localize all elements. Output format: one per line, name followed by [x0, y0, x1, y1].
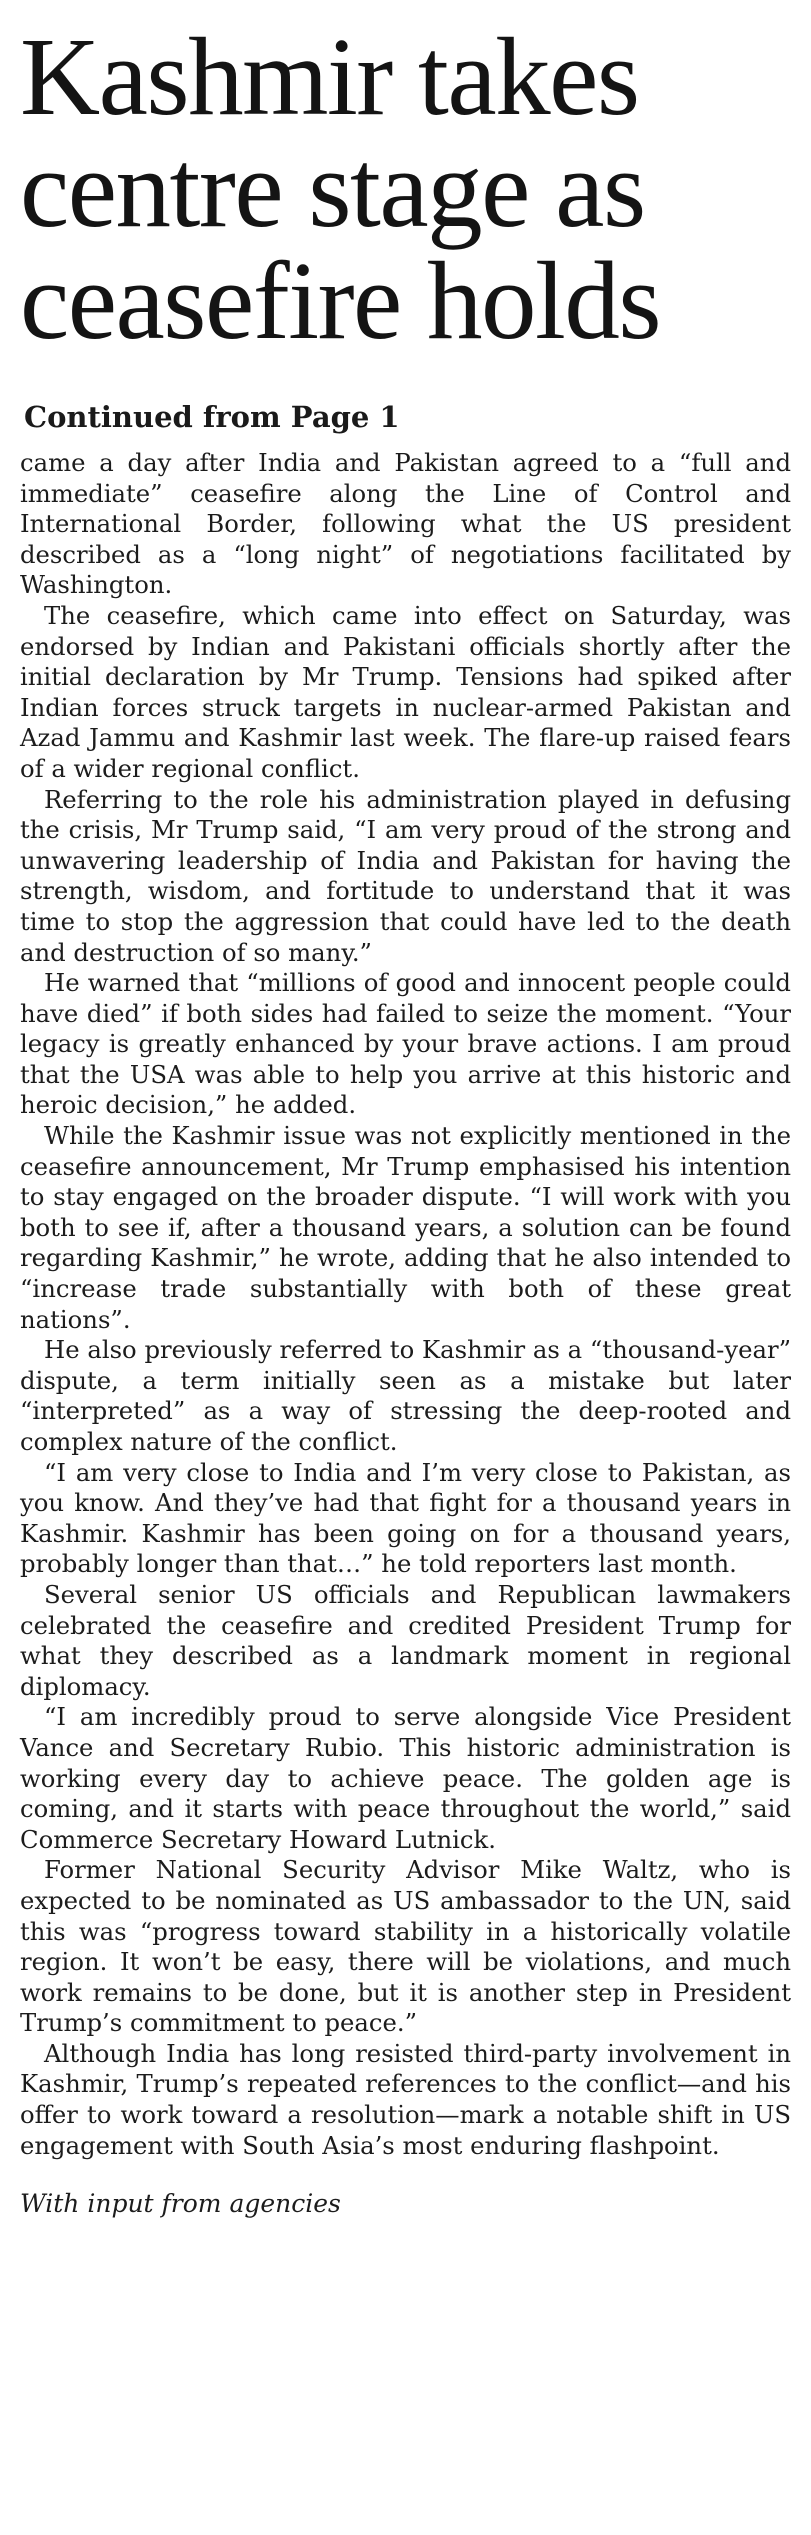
paragraph: Although India has long resisted third-party involvement in Kashmir, Trump’s repeated references to the conflict—and his offer to work toward a resolution—mark a notable shift in US engagement with South Asia’s most enduring flashpoint.	[20, 2038, 791, 2160]
paragraph: Former National Security Advisor Mike Waltz, who is expected to be nominated as US ambassador to the UN, said this was “progress toward stability in a historically volatile region. It won’t be easy, there will be violations, and much work remains to be done, but it is another step in President Trump’s commitment to peace.”	[20, 1855, 791, 2038]
paragraph: He warned that “millions of good and innocent people could have died” if both sides had failed to seize the moment. “Your legacy is greatly enhanced by your brave actions. I am proud that the USA was able to help you arrive at this historic and heroic decision,” he added.	[20, 968, 791, 1120]
paragraph: Referring to the role his administration played in defusing the crisis, Mr Trump said, “I am very proud of the strong and unwavering leadership of India and Pakistan for having the strength, wisdom, and fortitude to understand that it was time to stop the aggression that could have led to the death and destruction of so many.”	[20, 784, 791, 967]
paragraph: While the Kashmir issue was not explicitly mentioned in the ceasefire announcement, Mr Trump emphasised his intention to stay engaged on the broader dispute. “I will work with you both to see if, after a thousand years, a solution can be found regarding Kashmir,” he wrote, adding that he also intended to “increase trade substantially with both of these great nations”.	[20, 1121, 791, 1334]
agency-credit: With input from agencies	[20, 2189, 341, 2219]
paragraph: “I am incredibly proud to serve alongside Vice President Vance and Secretary Rubio. This historic administration is working every day to achieve peace. The golden age is coming, and it starts with peace throughout the world,” said Commerce Secretary Howard Lutnick.	[20, 1702, 791, 1854]
paragraph: Several senior US officials and Republican lawmakers celebrated the ceasefire and credited President Trump for what they described as a landmark moment in regional diplomacy.	[20, 1579, 791, 1701]
paragraph: came a day after India and Pakistan agreed to a “full and immediate” ceasefire along the Line of Control and International Border, following what the US president described as a “long night” of negotiations facilitated by Washington.	[20, 448, 791, 600]
headline: Kashmir takes centre stage as ceasefire holds	[20, 16, 661, 363]
paragraph: He also previously referred to Kashmir as a “thousand-year” dispute, a term initially seen as a mistake but later “interpreted” as a way of stressing the deep-rooted and complex nature of the conflict.	[20, 1335, 791, 1456]
paragraph: The ceasefire, which came into effect on Saturday, was endorsed by Indian and Pakistani officials shortly after the initial declaration by Mr Trump. Tensions had spiked after Indian forces struck targets in nuclear-armed Pakistan and Azad Jammu and Kashmir last week. The flare-up raised fears of a wider regional conflict.	[20, 600, 791, 783]
article-body	[20, 448, 791, 2161]
paragraph: “I am very close to India and I’m very close to Pakistan, as you know. And they’ve had that fight for a thousand years in Kashmir. Kashmir has been going on for a thousand years, probably longer than that…” he told reporters last month.	[20, 1457, 791, 1579]
continued-from-label: Continued from Page 1	[24, 400, 400, 434]
